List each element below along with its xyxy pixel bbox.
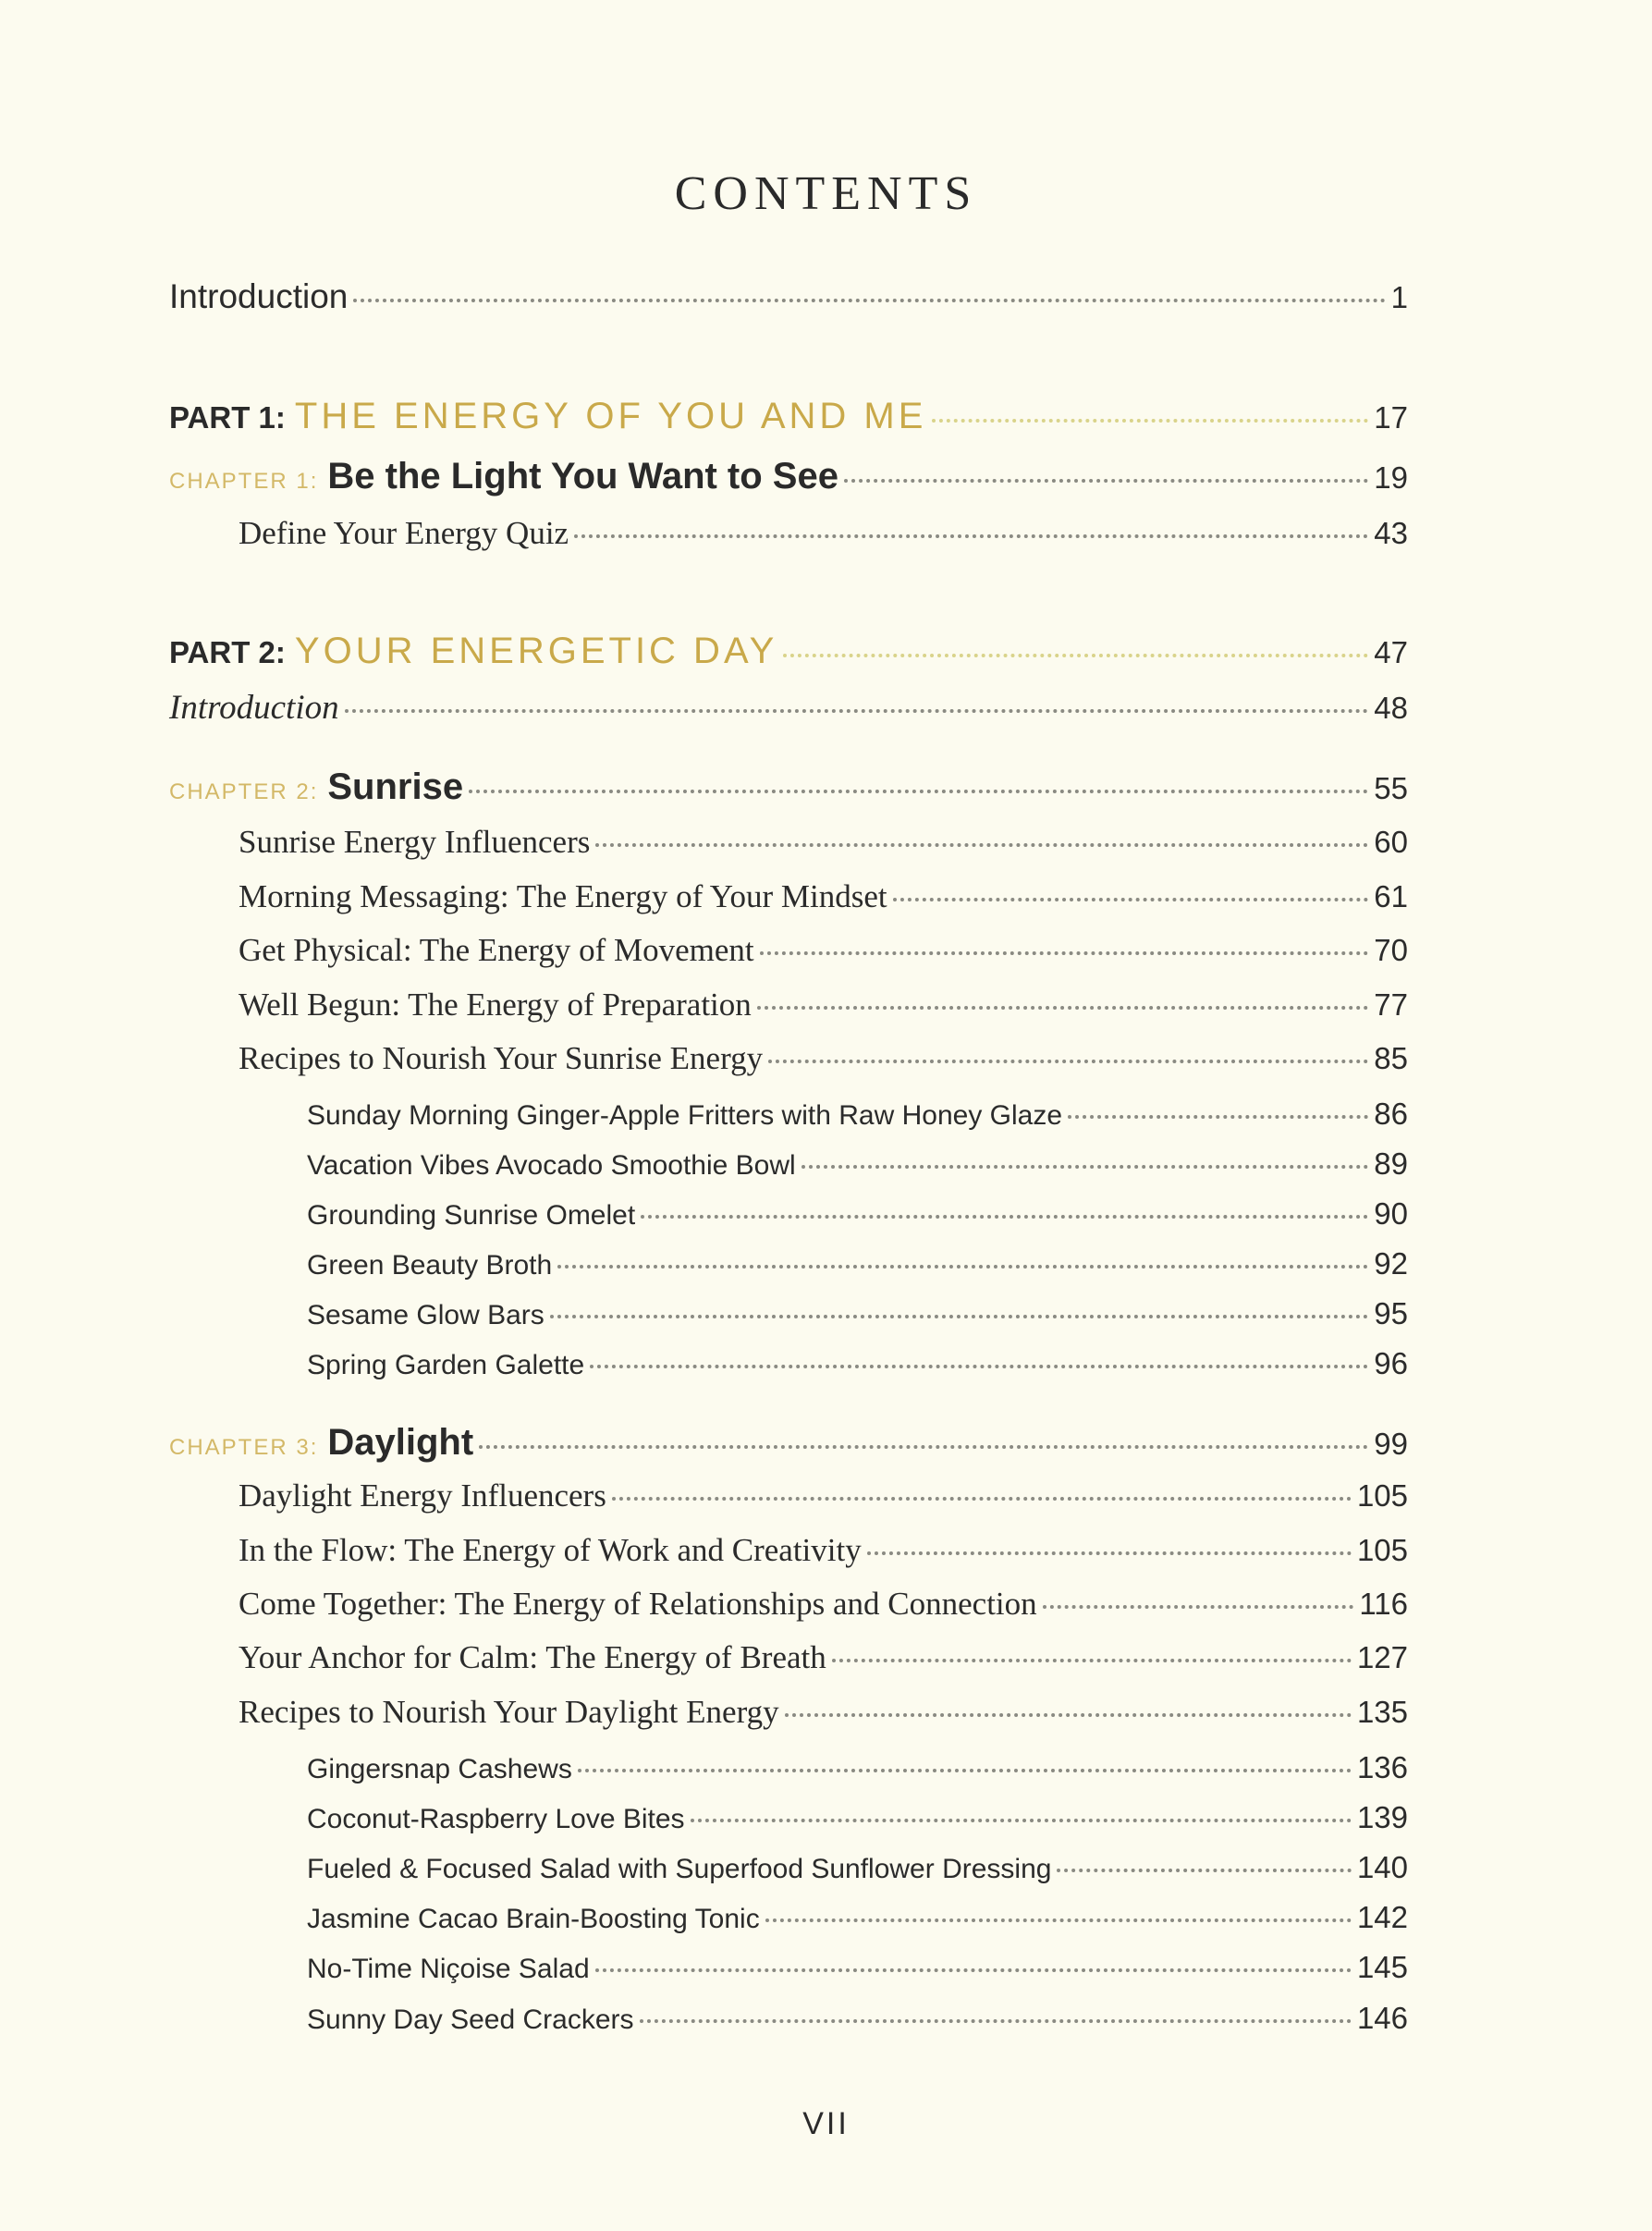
dot-leader [595, 1968, 1352, 1972]
page-number: 96 [1374, 1346, 1408, 1380]
page-number: 145 [1356, 1950, 1408, 1984]
dot-leader [783, 654, 1368, 657]
dot-leader [469, 790, 1368, 793]
toc-recipe[interactable] [307, 1800, 1408, 1835]
page-number: 19 [1374, 460, 1408, 495]
page-number: 142 [1356, 1900, 1408, 1934]
page-number: 127 [1356, 1640, 1408, 1674]
recipe-label: Vacation Vibes Avocado Smoothie Bowl [307, 1150, 796, 1181]
toc-recipe[interactable] [307, 1097, 1408, 1132]
page-number: 146 [1356, 2001, 1408, 2035]
page-number: 105 [1356, 1533, 1408, 1567]
dot-leader [1043, 1605, 1354, 1609]
page-number: 61 [1374, 879, 1408, 913]
toc-section[interactable] [239, 987, 1408, 1024]
toc-recipe[interactable] [307, 1346, 1408, 1381]
dot-leader [557, 1265, 1368, 1269]
page-title: CONTENTS [674, 167, 978, 220]
toc-section[interactable] [239, 1532, 1408, 1569]
part-prefix: PART 2: [169, 635, 286, 669]
dot-leader [595, 843, 1368, 847]
page-number: 90 [1374, 1196, 1408, 1231]
page-number: 89 [1374, 1146, 1408, 1181]
toc-section[interactable] [239, 1040, 1408, 1077]
section-label: Come Together: The Energy of Relationships and Connection [239, 1586, 1037, 1622]
part-title: YOUR ENERGETIC DAY [294, 631, 778, 671]
toc-recipe[interactable] [307, 1850, 1408, 1885]
toc-section[interactable] [239, 932, 1408, 969]
toc-recipe[interactable] [307, 1146, 1408, 1182]
dot-leader [867, 1551, 1352, 1555]
toc-section[interactable] [239, 515, 1408, 552]
chapter-prefix: CHAPTER 2: [169, 779, 319, 804]
page-number: 77 [1374, 987, 1408, 1022]
page-number: 47 [1374, 635, 1408, 669]
toc-section[interactable] [239, 878, 1408, 915]
dot-leader [641, 1215, 1368, 1219]
page-number: 140 [1356, 1850, 1408, 1884]
page-folio: VII [802, 2106, 850, 2141]
toc-section[interactable] [239, 1586, 1408, 1623]
dot-leader [844, 479, 1368, 483]
recipe-label: Sunday Morning Ginger-Apple Fritters with Raw Honey Glaze [307, 1100, 1063, 1131]
dot-leader [550, 1315, 1369, 1318]
toc-section[interactable] [239, 1477, 1408, 1514]
dot-leader [832, 1659, 1352, 1662]
dot-leader [590, 1365, 1368, 1368]
page-number: 1 [1390, 280, 1408, 314]
section-label: In the Flow: The Energy of Work and Creativity [239, 1532, 862, 1568]
dot-leader [760, 951, 1369, 955]
dot-leader [802, 1165, 1369, 1169]
recipe-label: Coconut-Raspberry Love Bites [307, 1804, 685, 1834]
section-label: Sunrise Energy Influencers [239, 824, 591, 860]
recipe-label: Grounding Sunrise Omelet [307, 1200, 636, 1231]
section-label: Recipes to Nourish Your Sunrise Energy [239, 1040, 764, 1076]
section-label: Define Your Energy Quiz [239, 515, 569, 551]
dot-leader [691, 1819, 1352, 1822]
dot-leader [640, 2019, 1352, 2023]
toc-part-1[interactable] [169, 396, 1408, 437]
toc-chapter-3[interactable] [169, 1422, 1408, 1464]
dot-leader [1057, 1869, 1351, 1872]
section-label: Well Begun: The Energy of Preparation [239, 987, 752, 1023]
section-label: Recipes to Nourish Your Daylight Energy [239, 1694, 779, 1730]
toc-section[interactable] [239, 1639, 1408, 1676]
dot-leader [345, 709, 1369, 713]
toc-entry-label: Introduction [169, 277, 349, 315]
dot-leader [932, 419, 1368, 423]
dot-leader [574, 534, 1368, 538]
page-number: 60 [1374, 825, 1408, 859]
dot-leader [1068, 1115, 1368, 1119]
dot-leader [578, 1769, 1352, 1772]
chapter-title: Daylight [327, 1422, 474, 1463]
toc-part-2[interactable] [169, 631, 1408, 672]
toc-recipe[interactable] [307, 2001, 1408, 2036]
toc-recipe[interactable] [307, 1296, 1408, 1331]
dot-leader [479, 1445, 1368, 1449]
page-number: 139 [1356, 1800, 1408, 1834]
page-number: 95 [1374, 1296, 1408, 1330]
dot-leader [765, 1918, 1352, 1922]
recipe-label: Sesame Glow Bars [307, 1300, 545, 1330]
toc-chapter-1[interactable] [169, 456, 1408, 497]
recipe-label: Sunny Day Seed Crackers [307, 2004, 634, 2035]
page-number: 17 [1374, 400, 1408, 435]
toc-section[interactable] [239, 824, 1408, 861]
recipe-label: Spring Garden Galette [307, 1350, 585, 1380]
recipe-label: No-Time Niçoise Salad [307, 1954, 590, 1984]
recipe-label: Fueled & Focused Salad with Superfood Sunflower Dressing [307, 1854, 1052, 1884]
dot-leader [757, 1006, 1369, 1010]
page-number: 43 [1374, 516, 1408, 550]
page-number: 48 [1374, 691, 1408, 725]
toc-chapter-2[interactable] [169, 766, 1408, 808]
section-label: Your Anchor for Calm: The Energy of Breath [239, 1639, 826, 1675]
toc-recipe[interactable] [307, 1950, 1408, 1985]
page-number: 85 [1374, 1041, 1408, 1075]
chapter-prefix: CHAPTER 1: [169, 469, 319, 494]
page-number: 86 [1374, 1097, 1408, 1131]
toc-entry-introduction[interactable] [169, 277, 1408, 316]
section-label: Morning Messaging: The Energy of Your Mindset [239, 878, 887, 914]
dot-leader [768, 1060, 1368, 1063]
toc-recipe[interactable] [307, 1246, 1408, 1281]
page-number: 70 [1374, 933, 1408, 967]
page-number: 55 [1374, 771, 1408, 805]
page-number: 99 [1374, 1427, 1408, 1461]
page-number: 136 [1356, 1750, 1408, 1784]
toc-recipe[interactable] [307, 1196, 1408, 1232]
dot-leader [893, 898, 1369, 901]
chapter-prefix: CHAPTER 3: [169, 1435, 319, 1460]
page-number: 105 [1356, 1478, 1408, 1513]
toc-recipe[interactable] [307, 1750, 1408, 1785]
chapter-title: Be the Light You Want to See [327, 456, 838, 496]
dot-leader [785, 1713, 1352, 1717]
recipe-label: Jasmine Cacao Brain-Boosting Tonic [307, 1904, 760, 1934]
section-label: Introduction [169, 689, 339, 727]
dot-leader [612, 1497, 1352, 1501]
recipe-label: Green Beauty Broth [307, 1250, 553, 1281]
page-number: 135 [1356, 1695, 1408, 1729]
part-prefix: PART 1: [169, 400, 286, 435]
section-label: Daylight Energy Influencers [239, 1477, 606, 1514]
toc-recipe[interactable] [307, 1900, 1408, 1935]
toc-part-2-introduction[interactable] [169, 688, 1408, 728]
dot-leader [353, 299, 1385, 302]
page-number: 92 [1374, 1246, 1408, 1281]
toc-section[interactable] [239, 1694, 1408, 1731]
chapter-title: Sunrise [327, 766, 464, 807]
page-number: 116 [1359, 1587, 1408, 1621]
section-label: Get Physical: The Energy of Movement [239, 932, 754, 968]
part-title: THE ENERGY OF YOU AND ME [294, 396, 927, 436]
recipe-label: Gingersnap Cashews [307, 1754, 572, 1784]
